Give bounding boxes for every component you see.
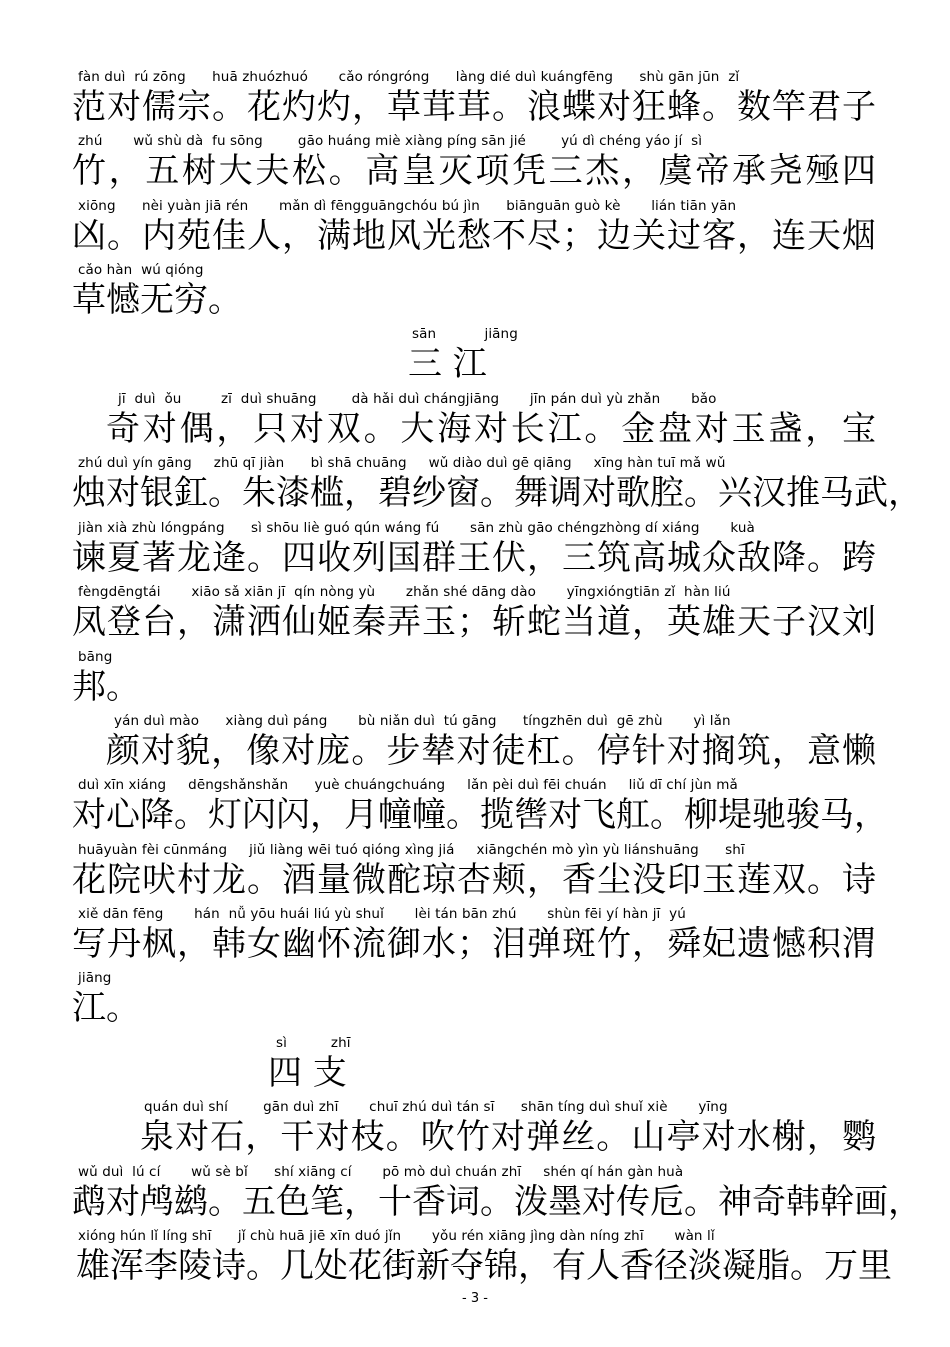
text-line: [0, 709, 950, 773]
hanzi-row: 奇对偶，只对双。大海对长江。金盘对玉盏，宝: [106, 409, 876, 449]
section-heading: [0, 322, 950, 386]
hanzi-row: 烛对银釭。朱漆槛，碧纱窗。舞调对歌腔。兴汉推马武，: [72, 473, 922, 513]
hanzi-row: 江。: [72, 988, 140, 1028]
hanzi-row: 鹉对鸬鹚。五色笔，十香词。泼墨对传卮。神奇韩幹画，: [72, 1182, 922, 1222]
text-line: [0, 1224, 950, 1288]
pinyin-row: bāng: [78, 649, 113, 665]
text-line: [0, 838, 950, 902]
text-line: [0, 902, 950, 966]
pinyin-row: jī duì ǒu zī duì shuāng dà hǎi duì chángjiāng jīn pán duì yù zhǎn bǎo: [118, 391, 717, 407]
hanzi-row: 邦。: [72, 667, 140, 707]
text-line: [0, 645, 950, 709]
hanzi-row: 凶。内苑佳人，满地风光愁不尽；边关过客，连天烟: [72, 216, 876, 256]
pinyin-row: xióng hún lǐ líng shī jǐ chù huā jiē xīn duó jǐn yǒu rén xiāng jìng dàn níng zhī wàn lǐ: [78, 1228, 715, 1244]
pinyin-row: sì zhī: [276, 1035, 351, 1051]
hanzi-row: 三 江: [408, 344, 487, 384]
text-line: [0, 65, 950, 129]
pinyin-row: zhú wǔ shù dà fu sōng gāo huáng miè xiàng píng sān jié yú dì chéng yáo jí sì: [78, 133, 703, 149]
text-line: [0, 129, 950, 193]
pinyin-row: quán duì shí gān duì zhī chuī zhú duì tán sī shān tíng duì shuǐ xiè yīng: [144, 1099, 728, 1115]
pinyin-row: wǔ duì lú cí wǔ sè bǐ shí xiāng cí pō mò duì chuán zhī shén qí hán gàn huà: [78, 1164, 684, 1180]
pinyin-row: zhú duì yín gāng zhū qī jiàn bì shā chuāng wǔ diào duì gē qiāng xīng hàn tuī mǎ wǔ: [78, 455, 726, 471]
pinyin-row: huāyuàn fèi cūnmáng jiǔ liàng wēi tuó qióng xìng jiá xiāngchén mò yìn yù liánshuāng shī: [78, 842, 745, 858]
hanzi-row: 花院吠村龙。酒量微酡琼杏颊，香尘没印玉莲双。诗: [72, 860, 876, 900]
text-line: [0, 387, 950, 451]
text-line: [0, 516, 950, 580]
section-heading: [0, 1031, 950, 1095]
hanzi-row: 四 支: [268, 1053, 347, 1093]
pinyin-row: sān jiāng: [412, 326, 518, 342]
pinyin-row: xiě dān fēng hán nǚ yōu huái liú yù shuǐ lèi tán bān zhú shùn fēi yí hàn jī yú: [78, 906, 686, 922]
hanzi-row: 雄浑李陵诗。几处花街新夺锦，有人香径淡凝脂。万里: [76, 1246, 892, 1286]
page-number: - 3 -: [462, 1291, 488, 1306]
hanzi-row: 范对儒宗。花灼灼，草茸茸。浪蝶对狂蜂。数竿君子: [72, 87, 876, 127]
pinyin-row: jiāng: [78, 970, 112, 986]
pinyin-row: cǎo hàn wú qióng: [78, 262, 204, 278]
hanzi-row: 竹，五树大夫松。高皇灭项凭三杰，虞帝承尧殛四: [72, 151, 876, 191]
pinyin-row: duì xīn xiáng dēngshǎnshǎn yuè chuángchuáng lǎn pèi duì fēi chuán liǔ dī chí jùn mǎ: [78, 777, 738, 793]
pinyin-row: xiōng nèi yuàn jiā rén mǎn dì fēngguāngchóu bú jìn biānguān guò kè lián tiān yān: [78, 198, 737, 214]
text-line: [0, 1095, 950, 1159]
hanzi-row: 凤登台，潇洒仙姬秦弄玉；斩蛇当道，英雄天子汉刘: [72, 602, 876, 642]
text-line: [0, 258, 950, 322]
hanzi-row: 谏夏著龙逄。四收列国群王伏，三筑高城众敌降。跨: [72, 538, 876, 578]
pinyin-row: fèngdēngtái xiāo sǎ xiān jī qín nòng yù zhǎn shé dāng dào yīngxióngtiān zǐ hàn liú: [78, 584, 731, 600]
text-line: [0, 580, 950, 644]
hanzi-row: 颜对貌，像对庞。步辇对徒杠。停针对搁筑，意懒: [106, 731, 876, 771]
pinyin-row: fàn duì rú zōng huā zhuózhuó cǎo róngróng làng dié duì kuángfēng shù gān jūn zǐ: [78, 69, 740, 85]
text-line: [0, 451, 950, 515]
text-line: [0, 194, 950, 258]
pinyin-row: yán duì mào xiàng duì páng bù niǎn duì tú gāng tíngzhēn duì gē zhù yì lǎn: [114, 713, 731, 729]
text-line: [0, 966, 950, 1030]
hanzi-row: 写丹枫，韩女幽怀流御水；泪弹斑竹，舜妃遗憾积渭: [72, 924, 876, 964]
text-line: [0, 773, 950, 837]
text-line: [0, 1160, 950, 1224]
hanzi-row: 泉对石，干对枝。吹竹对弹丝。山亭对水榭，鹦: [140, 1117, 876, 1157]
hanzi-row: 草憾无穷。: [72, 280, 242, 320]
pinyin-row: jiàn xià zhù lóngpáng sì shōu liè guó qún wáng fú sān zhù gāo chéngzhòng dí xiáng kuà: [78, 520, 755, 536]
hanzi-row: 对心降。灯闪闪，月幢幢。揽辔对飞舡。柳堤驰骏马，: [72, 795, 888, 835]
